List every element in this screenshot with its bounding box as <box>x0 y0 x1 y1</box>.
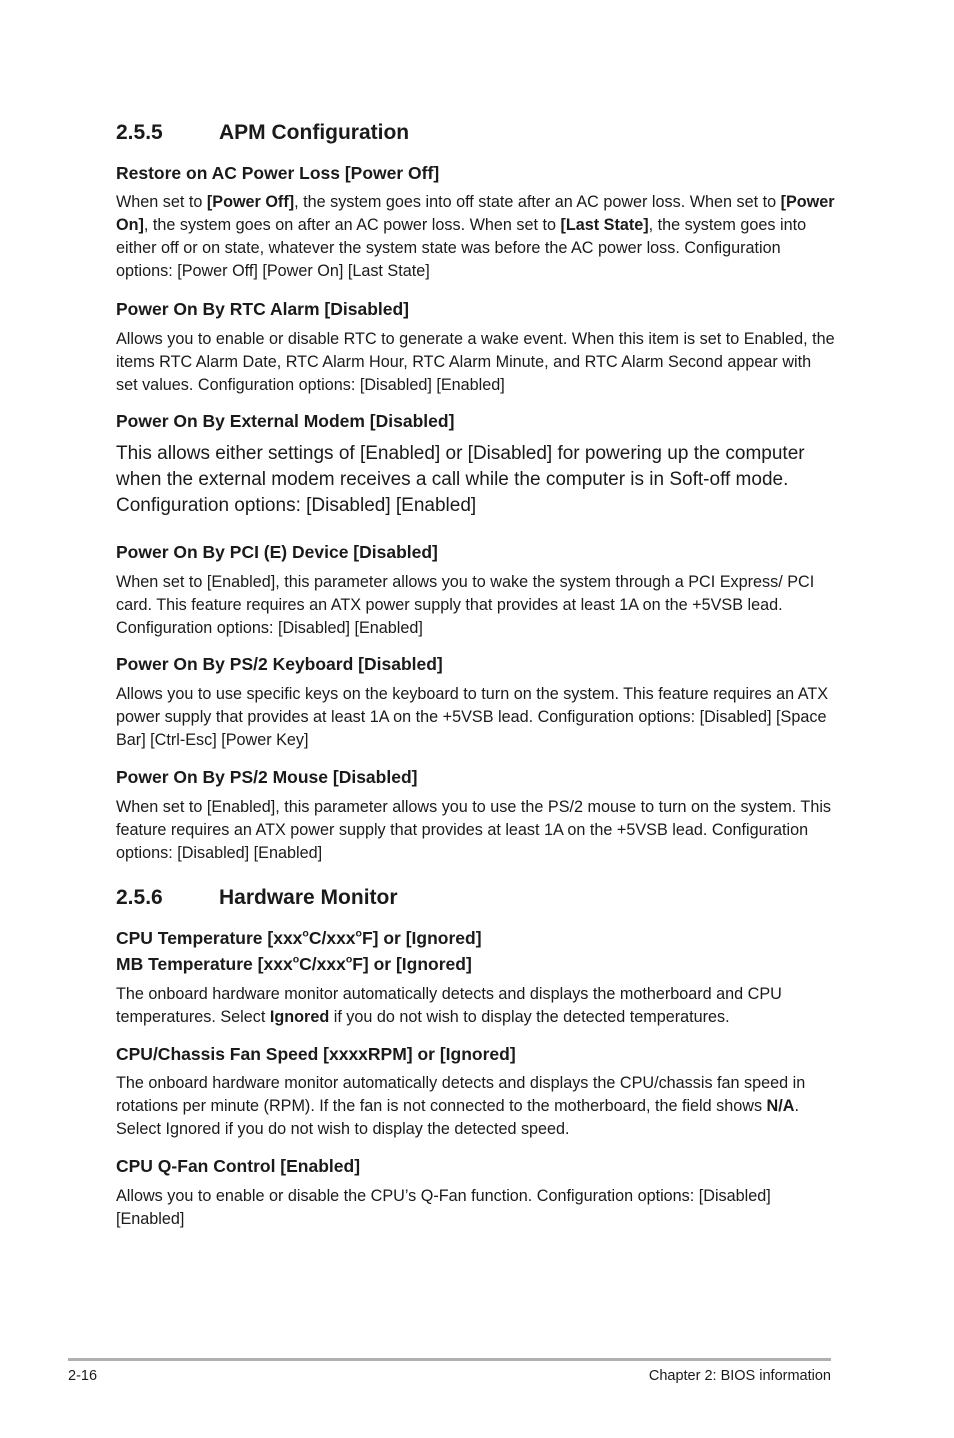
item-text-ext-modem: This allows either settings of [Enabled] or [Disabled] for powering up the computer when the external modem receives a call while the computer is in Soft-off mode. Configuration options: [Disabled] [Enabled] <box>116 443 805 516</box>
section-title: APM Configuration <box>219 121 410 144</box>
footer-divider <box>68 1358 831 1361</box>
item-text-restore-ac: When set to [Power Off], the system goes into off state after an AC power loss. When set to [Power On], the system goes on after an AC power loss. When set to [Last State], the system goes into either off or on state, whatever the system state was before the AC power loss. Configuration options: [Power Off] [Power On] [Last State] <box>116 193 835 280</box>
section-title: Hardware Monitor <box>219 886 398 909</box>
item-text-fan-speed: The onboard hardware monitor automatically detects and displays the CPU/chassis fan speed in rotations per minute (RPM). If the fan is not connected to the motherboard, the field shows N/A. Select Ignored if you do not wish to display the detected speed. <box>116 1074 806 1138</box>
item-text-ps2-mouse: When set to [Enabled], this parameter allows you to use the PS/2 mouse to turn on the system. This feature requires an ATX power supply that provides at least 1A on the +5VSB lead. Configuration options: [Disabled] [Enabled] <box>116 798 832 862</box>
item-heading-cpu-temperature: CPU Temperature [xxx$^o$C/xxx$^o$F] or [Ignored] <box>116 927 482 948</box>
item-text-qfan: Allows you to enable or disable the CPU’s Q-Fan function. Configuration options: [Disabled] [Enabled] <box>116 1187 771 1228</box>
item-text-temperatures: The onboard hardware monitor automatically detects and displays the motherboard and CPU temperatures. Select Ignored if you do not wish to display the detected temperatures. <box>116 985 782 1026</box>
footer-chapter: Chapter 2: BIOS information <box>648 1368 831 1384</box>
section-number: 2.5.6 <box>116 886 163 909</box>
item-heading-fan-speed: CPU/Chassis Fan Speed [xxxxRPM] or [Ignored] <box>116 1044 516 1064</box>
item-text-ps2-keyboard: Allows you to use specific keys on the keyboard to turn on the system. This feature requires an ATX power supply that provides at least 1A on the +5VSB lead. Configuration options: [Disabled] [Space Bar] [Ctrl-Esc] [Power Key] <box>116 685 829 749</box>
section-number: 2.5.5 <box>116 121 163 144</box>
item-heading-ext-modem: Power On By External Modem [Disabled] <box>116 411 455 431</box>
footer-page-number: 2-16 <box>68 1368 98 1384</box>
section-heading-hardware-monitor <box>116 886 398 910</box>
item-heading-pcie: Power On By PCI (E) Device [Disabled] <box>116 542 438 562</box>
item-heading-ps2-keyboard: Power On By PS/2 Keyboard [Disabled] <box>116 654 443 674</box>
item-heading-restore-ac: Restore on AC Power Loss [Power Off] <box>116 163 440 183</box>
section-heading-apm <box>116 121 409 145</box>
item-heading-rtc-alarm: Power On By RTC Alarm [Disabled] <box>116 299 410 319</box>
item-text-pcie: When set to [Enabled], this parameter allows you to wake the system through a PCI Express/ PCI card. This feature requires an ATX power supply that provides at least 1A on the +5VSB lead. Configuration options: [Disabled] [Enabled] <box>116 573 815 637</box>
item-text-rtc-alarm: Allows you to enable or disable RTC to generate a wake event. When this item is set to Enabled, the items RTC Alarm Date, RTC Alarm Hour, RTC Alarm Minute, and RTC Alarm Second appear with set values. Configuration options: [Disabled] [Enabled] <box>116 330 835 394</box>
item-heading-qfan: CPU Q-Fan Control [Enabled] <box>116 1156 361 1176</box>
item-heading-mb-temperature: MB Temperature [xxx$^o$C/xxx$^o$F] or [Ignored] <box>116 953 472 974</box>
item-heading-ps2-mouse: Power On By PS/2 Mouse [Disabled] <box>116 767 418 787</box>
